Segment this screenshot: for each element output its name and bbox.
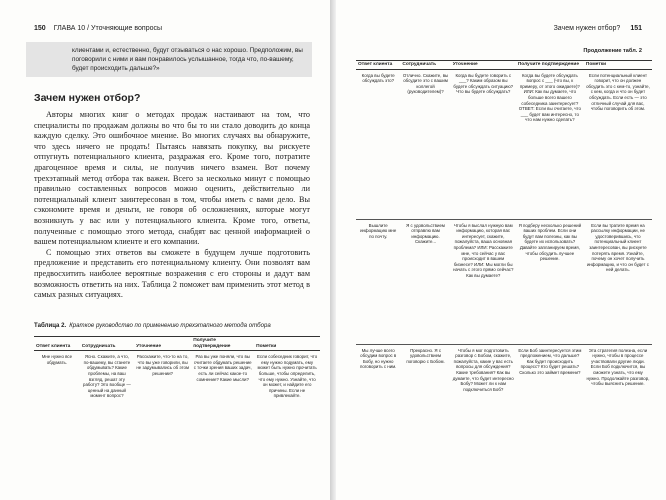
left-chapter-title: ГЛАВА 10 / Уточняющие вопросы — [53, 25, 163, 32]
th-agree: Сотрудничать — [400, 61, 450, 70]
guide-table-right — [356, 60, 652, 395]
left-page — [0, 0, 330, 500]
th-notes: Пометки — [584, 61, 652, 70]
table-cell: Если потенциальный клиент говорит, что он должен обсудить это с кем-то, узнайте, с кем, когда и что он будет обсуждать. Если есть — это отличный случай для вас, чтобы поговорить об этом. — [584, 69, 652, 219]
table-caption-text: Краткое руководство по применению трехэтапного метода отбора — [69, 322, 271, 329]
right-page-number: 151 — [630, 25, 642, 32]
table-cell: Когда вы будете обсуждать вопрос с ___ (что вы, к примеру, от этого ожидаете)? ИЛИ: Как вы думаете, что больше всего вашего собеседника заинтересует? ОТВЕТ: Если вы считаете, что ___ будет вам интересно, то что нам нужно сделать? — [516, 69, 584, 219]
right-section-title: Зачем нужен отбор? — [553, 25, 621, 32]
paragraph-1: Авторы многих книг о методах продаж настаивают на том, что специалисты по продажам должны во что бы то ни стало доводить до конца каждую сделку. Это ошибочное мнение. Во многих случаях вы обнаружите, что здесь ничего не продать! Пытаясь навязать покупку, вы рискуете отпугнуть потенциального клиента, раздражая его. Кроме того, потратите драгоценное время и силы, не получив ничего взамен. Вот почему трехэтапный метод отбора так важен. Всего за несколько минут с помощью правильно составленных вопросов можно оценить, действительно ли потенциальный клиент заинтересован в том, чтобы иметь с вами дело. Вы сэкономите время и деньги, не говоря об осложнениях, которые могут возникнуть у вас или у потенциального клиента. Кроме того, ответы, полученные с помощью этого метода, снабдят вас ценной информацией о вашем потенциальном клиенте и его компании. — [34, 110, 310, 247]
table-caption — [34, 322, 320, 329]
table-caption-label: Таблица 2. — [34, 322, 67, 329]
table-cell: Когда вы будете обсуждать это? — [356, 69, 400, 219]
table-cell: Если Боб заинтересуется этим предложением, что дальше? Как будет происходить процесс? Кто будет решать? Сколько это займет времени? — [518, 347, 582, 375]
table-cell: Мне нужно все обдумать. — [41, 354, 73, 365]
table-continued-label: Продолжение табл. 2 — [583, 48, 642, 54]
th-client-answer: Ответ клиента — [356, 61, 400, 70]
table-cell: Ясно. Скажите, а что, по-вашему, вы станете обдумывать? Какие проблемы, на ваш взгляд, решат эту работу? Это вообще — ценный на данный момент вопрос? — [83, 354, 131, 399]
guide-table-left — [34, 336, 320, 402]
table-cell: Я с удовольствием отправлю вам информацию. Скажите... — [400, 219, 450, 344]
th-agree: Сотрудничать — [80, 337, 134, 351]
table-row — [356, 219, 652, 344]
left-page-number: 150 — [34, 25, 46, 32]
th-confirm: Получите подтверждение — [191, 337, 254, 351]
table-cell: Отлично. Скажите, вы обсудите это с вашим коллегой (руководителем)? — [400, 69, 450, 219]
table-cell: Раз вы уже поняли, что вы считаете обдумать решение с точки зрения ваших задач, есть ли сейчас какое-то сомнение? Какие мысли? — [193, 354, 252, 382]
table-header-row — [34, 337, 320, 351]
table-cell: Если вы тратите время на рассылку информации, не удостоверившись, что потенциальный клиент заинтересован, вы рискуете потерять время. Узнайте, почему он хочет получить информацию, и что он будет с ней делать. — [584, 219, 652, 344]
quote-box: клиентами и, естественно, будут отзываться о нас хорошо. Предположим, вы поговорили с ними и вам понравилось услышанное, тогда что, по-вашему, будет происходить дальше?» — [26, 42, 312, 77]
table-cell: Мы лучше всего обсудим вопрос в Бобу, но нужно поговорить с ним. — [359, 347, 397, 370]
right-page — [336, 0, 666, 500]
table-cell: Когда вы будете говорить с ___? Каким образом вы будете обсуждать ситуацию? Что вы будете обсуждать? — [451, 69, 516, 219]
th-client-answer: Ответ клиента — [34, 337, 80, 351]
table-cell: Я подберу несколько решений ваших проблем. Если они будут вам полезны, как вы будете их использовать? Давайте запланируем время, чтобы обсудить лучшее решение. — [516, 219, 584, 344]
table-cell: Прекрасно. Я с удовольствием поговорю с Бобом. — [406, 347, 445, 364]
section-heading: Зачем нужен отбор? — [34, 92, 141, 104]
table-cell: Расскажите, что-то на то, что вы уже говорили, вы не задумывались об этом решении? — [136, 354, 189, 376]
table-cell: Чтобы я выслал нужную вам информацию, которая вас интересует, скажите, пожалуйста, ваша основная проблема? ИЛИ: Расскажите мне, что сейчас у вас происходит в вашем бизнесе? ИЛИ: Мы могли бы начать с этого прямо сейчас? Как вы думаете? — [451, 219, 516, 344]
left-running-head — [34, 25, 162, 32]
table-row — [356, 69, 652, 219]
table-cell: Чтобы я мог подготовить разговор с Бобом, скажите, пожалуйста, какие у вас есть вопросы для обсуждения? Какие требования? Как вы думаете, что будет интересно Бобу? Может ли к нам подключиться Боб? — [452, 347, 514, 392]
body-text — [34, 110, 310, 301]
right-running-head — [554, 25, 642, 32]
table-header-row — [356, 61, 652, 70]
table-cell: Эта стратегия полезна, если нужно, чтобы в процессе участвовали другие люди. Если Боб подключится, вы сможете узнать, что ему нужно. Продолжайте разговор, чтобы выяснить решение. — [586, 347, 650, 387]
paragraph-2: С помощью этих ответов вы сможете в будущем лучше подготовить предложение и представить его потенциальному клиенту. Они позволят вам предвосхитить наиболее вероятные возражения с его стороны и дадут вам возможность ответить на них. Таблица 2 поможет вам применить этот метод в самых разных ситуациях. — [34, 247, 310, 300]
table-cell: Вышлите информацию мне по почту. — [356, 219, 400, 344]
th-notes: Пометки — [254, 337, 320, 351]
table-row — [356, 344, 652, 395]
table-row — [34, 351, 320, 402]
th-clarify: Уточнение — [451, 61, 516, 70]
th-clarify: Уточнение — [134, 337, 191, 351]
table-cell: Если собеседник говорит, что ему нужно подумать, ему может быть нужно прочитать больше, чтобы определить, что ему нужно. Узнайте, что он может, и найдите его причины. Если не привлекайте. — [256, 354, 318, 399]
th-confirm: Получите подтверждение — [516, 61, 584, 70]
